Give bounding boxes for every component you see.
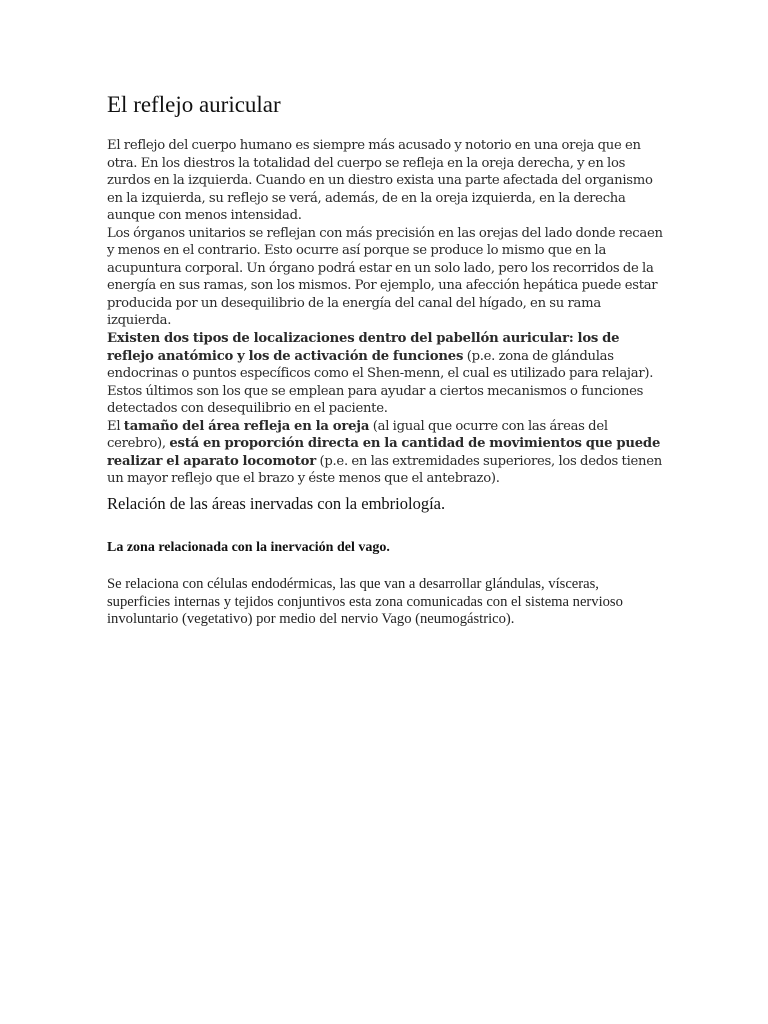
paragraph-tipos-localizaciones — [107, 330, 663, 418]
paragraph-mid: (al igual que ocurre con las áreas del cerebro), — [107, 418, 608, 452]
paragraph-tamano-area — [107, 418, 663, 488]
bold-lead-text: Existen dos tipos de localizaciones dentro del pabellón auricular: los de reflejo anatómico y los de activación de funciones — [107, 331, 620, 364]
paragraph-prefix: El — [107, 418, 124, 434]
bold-text-b: está en proporción directa en la cantidad de movimientos que puede realizar el aparato locomotor — [107, 436, 661, 469]
paragraph-organos-unitarios: Los órganos unitarios se reflejan con más precisión en las orejas del lado donde recaen y menos en el contrario. Esto ocurre así porque se produce lo mismo que en la acupuntura corporal. Un órgano podrá estar en un solo lado, pero los recorridos de la energía en sus ramas, son los mismos. Por ejemplo, una afección hepática puede estar producida por un desequilibrio de la energía del canal del hígado, en su rama izquierda. — [107, 225, 663, 329]
section-subheading: Relación de las áreas inervadas con la embriología. — [107, 494, 446, 513]
paragraph-suffix: (p.e. en las extremidades superiores, los dedos tienen un mayor reflejo que el brazo y éste menos que el antebrazo). — [107, 453, 662, 487]
document-title: El reflejo auricular — [107, 92, 281, 117]
paragraph-text: (p.e. zona de glándulas endocrinas o puntos específicos como el Shen-menn, el cual es utilizado para relajar). Estos últimos son los que se emplean para ayudar a ciertos mecanismos o funciones detectados con desequilibrio en el paciente. — [107, 348, 654, 417]
bold-text-a: tamaño del área refleja en la oreja — [123, 418, 370, 434]
document-body — [107, 137, 663, 488]
zone-title: La zona relacionada con la inervación del vago. — [107, 540, 390, 555]
paragraph-lateralidad: El reflejo del cuerpo humano es siempre más acusado y notorio en una oreja que en otra. En los diestros la totalidad del cuerpo se refleja en la oreja derecha, y en los zurdos en la izquierda. Cuando en un diestro exista una parte afectada del organismo en la izquierda, su reflejo se verá, además, de en la oreja izquierda, en la derecha aunque con menos intensidad. — [107, 138, 653, 224]
zone-description: Se relaciona con células endodérmicas, las que van a desarrollar glándulas, vísceras, superficies internas y tejidos conjuntivos esta zona comunicadas con el sistema nervioso involuntario (vegetativo) por medio del nervio Vago (neumogástrico). — [107, 576, 623, 627]
